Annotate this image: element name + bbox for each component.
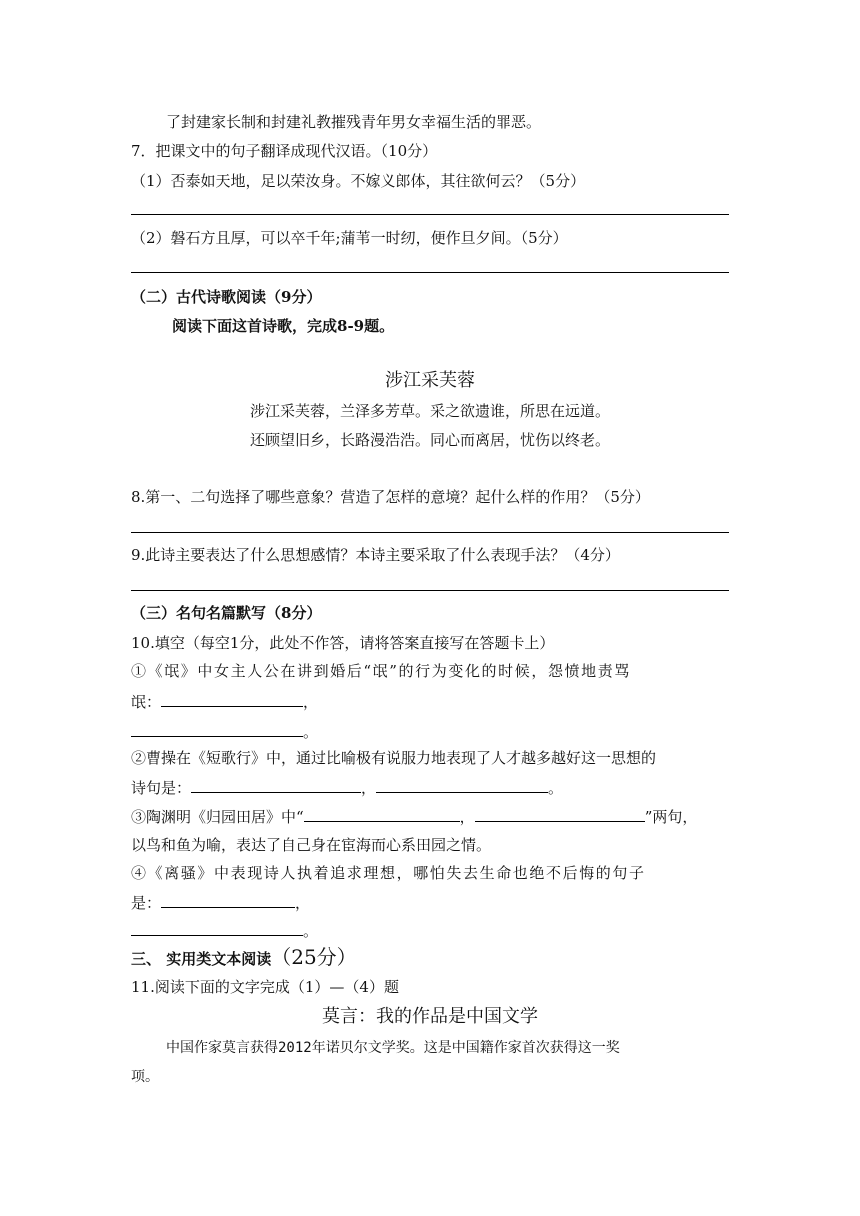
answer-line (131, 532, 729, 533)
section-title: 三、 实用类文本阅读 (131, 950, 272, 968)
question-10-4-cont (131, 893, 310, 912)
fill-blank (161, 893, 295, 908)
question-10-1: ①《氓》中女主人公在讲到婚后“氓”的行为变化的时候，怨愤地责骂 (131, 662, 631, 680)
label: 是： (131, 894, 162, 912)
fill-blank (161, 692, 303, 707)
label: 诗句是： (131, 779, 192, 797)
label: 氓： (131, 693, 162, 711)
fill-blank (191, 778, 361, 793)
section-score: （25分） (271, 945, 357, 969)
punct: ， (459, 808, 475, 826)
fill-blank (131, 722, 303, 737)
section-heading (131, 945, 357, 969)
fill-blank (376, 778, 548, 793)
question-10-4: ④《离骚》中表现诗人执着追求理想，哪怕失去生命也绝不后悔的句子 (131, 864, 646, 882)
fill-blank (304, 807, 460, 822)
question-7-1: （1）否泰如天地，足以荣汝身。不嫁义郎体，其往欲何云？（5分） (131, 172, 586, 190)
label: ③陶渊明《归园田居》中“ (131, 808, 304, 826)
label: ”两句， (644, 808, 698, 826)
punct: 。 (303, 922, 319, 940)
article-paragraph-cont: 项。 (131, 1069, 159, 1085)
poem-title: 涉江采芙蓉 (385, 370, 475, 391)
fill-blank (475, 807, 645, 822)
punct: ， (295, 894, 311, 912)
poem-line: 还顾望旧乡，长路漫浩浩。同心而离居，忧伤以终老。 (249, 431, 610, 449)
poem-line: 涉江采芙蓉，兰泽多芳草。采之欲遗谁，所思在远道。 (249, 402, 610, 420)
article-title: 莫言：我的作品是中国文学 (322, 1006, 538, 1027)
question-7-2: （2）磐石方且厚，可以卒千年;蒲苇一时纫，便作旦夕间。（5分） (131, 229, 568, 247)
question-10-2-cont (131, 778, 563, 797)
punct: ， (303, 693, 319, 711)
question-10-1-cont (131, 692, 318, 711)
question-10-2: ②曹操在《短歌行》中，通过比喻极有说服力地表现了人才越多越好这一思想的 (131, 749, 657, 767)
answer-line (131, 272, 729, 273)
punct: 。 (548, 779, 564, 797)
answer-line (131, 590, 729, 591)
question-10-3 (131, 807, 697, 826)
fill-blank (131, 921, 303, 936)
question-10: 10.填空（每空1分，此处不作答，请将答案直接写在答题卡上） (131, 634, 555, 652)
article-paragraph: 中国作家莫言获得2012年诺贝尔文学奖。这是中国籍作家首次获得这一奖 (166, 1040, 620, 1056)
text-line: 了封建家长制和封建礼教摧残青年男女幸福生活的罪恶。 (166, 113, 542, 131)
answer-line (131, 214, 729, 215)
punct: ， (361, 779, 377, 797)
question-10-3-cont: 以鸟和鱼为喻，表达了自己身在宦海而心系田园之情。 (131, 836, 492, 854)
section-heading: （三）名句名篇默写（8分） (131, 604, 322, 622)
question-7: 7．把课文中的句子翻译成现代汉语。（10分） (131, 142, 438, 160)
question-9: 9.此诗主要表达了什么思想感情？本诗主要采取了什么表现手法？（4分） (131, 546, 620, 564)
fill-line (131, 722, 318, 741)
section-instruction: 阅读下面这首诗歌，完成8-9题。 (172, 317, 395, 335)
fill-line (131, 921, 318, 940)
section-heading: （二）古代诗歌阅读（9分） (131, 288, 322, 306)
question-11: 11.阅读下面的文字完成（1）—（4）题 (131, 978, 399, 996)
punct: 。 (303, 723, 319, 741)
question-8: 8.第一、二句选择了哪些意象？营造了怎样的意境？起什么样的作用？（5分） (131, 488, 650, 506)
